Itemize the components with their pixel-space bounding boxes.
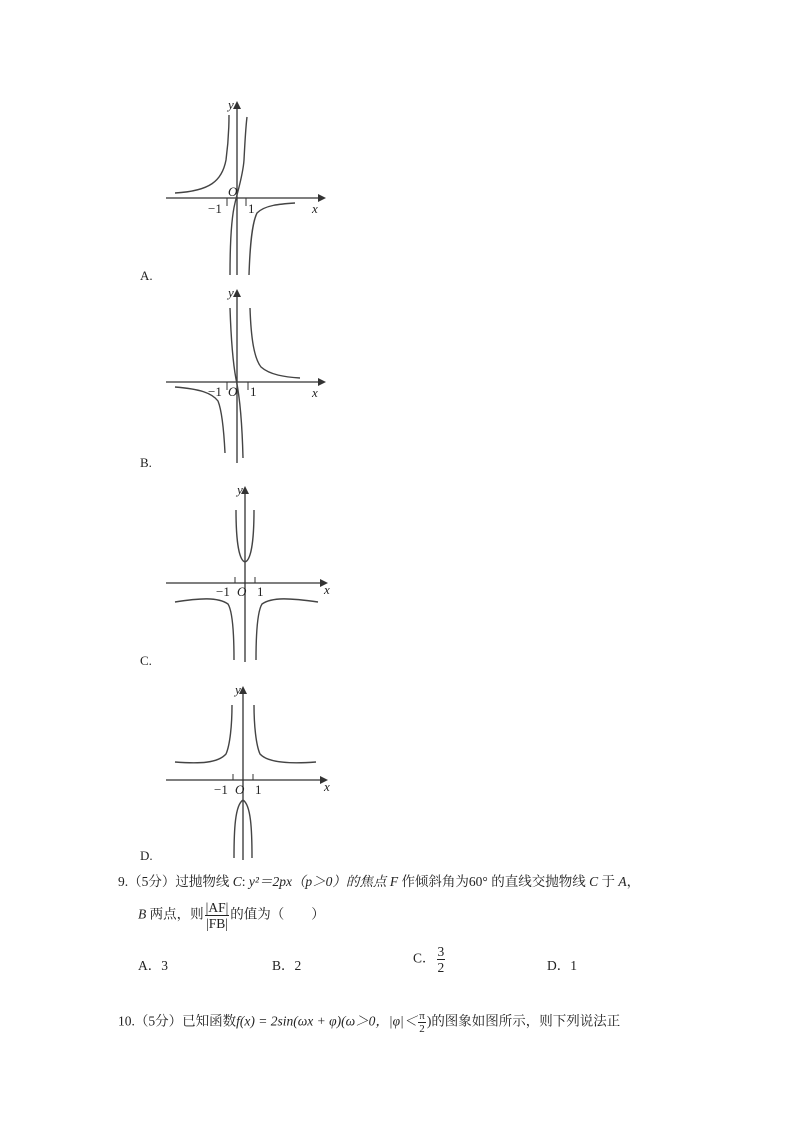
question-10-line1 [118,1010,620,1035]
origin-label: O [237,584,247,599]
tick-label-neg: −1 [214,782,228,797]
tick-label-pos: 1 [255,782,262,797]
choice-a[interactable] [138,954,168,974]
q9-var-a: A [618,874,627,889]
choice-label: C． [413,950,436,966]
q10-text: 已知函数 [182,1013,237,1029]
graph-d [140,680,340,870]
option-a-label: A. [140,268,153,283]
question-9-line1 [118,872,640,892]
y-axis-arrow [233,101,241,109]
q9-var-b: B [138,906,147,922]
q10-formula: f(x) = 2sin(ωx + φ) [236,1013,342,1029]
graph-c [140,480,340,670]
curve-right-upper [250,308,300,378]
question-score: （5分） [134,1013,183,1029]
origin-label: O [235,782,245,797]
choice-label: A． [138,958,162,973]
q9-var-c: C [589,874,599,889]
question-number: 9. [118,874,129,889]
fraction-numerator: π [419,1010,425,1022]
ratio-fraction [205,900,230,931]
y-axis-arrow [233,289,241,297]
question-9-line2 [138,900,325,931]
curve-right-lower [249,203,295,275]
choice-label: B． [272,958,295,973]
origin-label: O [228,384,238,399]
y-label: y [235,682,241,697]
tick-label-pos: 1 [257,584,264,599]
choice-label: D． [547,958,571,973]
q10-text: 的图象如图所示，则下列说法正 [431,1013,621,1029]
tick-label-neg: −1 [208,384,222,399]
tick-label-neg: −1 [208,201,222,216]
y-label: y [228,97,234,112]
tick-label-pos: 1 [250,384,257,399]
q9-text: ， [626,874,641,889]
fraction-denominator: |FB| [206,916,228,931]
graph-a [140,95,340,285]
x-axis-arrow [318,194,326,202]
tick-label-neg: −1 [216,584,230,599]
fraction-numerator: |AF| [205,900,229,915]
fraction-numerator: 3 [437,944,445,959]
x-axis-arrow [318,378,326,386]
y-label: y [237,482,243,497]
q9-equation: y²＝2px（p＞0）的焦点 [248,874,390,889]
x-label: x [324,582,330,597]
q9-text: : [241,874,249,889]
q9-text: 过抛物线 [175,874,233,889]
curve-right-lower [256,599,318,660]
curve-left-upper [175,115,229,193]
origin-label: O [228,184,238,199]
curve-left-upper [175,705,232,763]
x-label: x [312,201,318,216]
choice-b[interactable] [272,954,301,974]
option-c-label: C. [140,653,152,668]
tick-label-pos: 1 [248,201,255,216]
fraction-denominator: 2 [419,1023,425,1035]
choice-value: 1 [570,958,577,973]
q10-condition: (ω＞0，|φ|＜ [341,1013,418,1029]
choice-fraction [437,944,446,975]
q9-text: 两点，则 [146,906,204,922]
question-score: （5分） [128,874,176,889]
x-label: x [312,385,318,400]
question-number: 10. [118,1013,135,1029]
pi-fraction [418,1010,426,1035]
q9-text: 于 [598,874,619,889]
option-b-label: B. [140,455,152,470]
q9-text: 的值为（ ） [230,906,325,922]
q10-condition: ) [426,1013,432,1029]
graph-b [140,283,340,473]
fraction-denominator: 2 [437,960,445,975]
choice-c[interactable] [413,944,446,975]
option-d-label: D. [140,848,153,863]
choice-value: 3 [161,958,168,973]
curve-right-upper [254,705,316,763]
q9-text: 作倾斜角为60° 的直线交抛物线 [398,874,590,889]
y-label: y [228,285,234,300]
q9-var-f: F [389,874,399,889]
q9-var-c: C [232,874,242,889]
choice-value: 2 [294,958,302,973]
choice-d[interactable] [547,954,577,974]
x-label: x [324,779,330,794]
curve-left-lower [175,599,234,660]
